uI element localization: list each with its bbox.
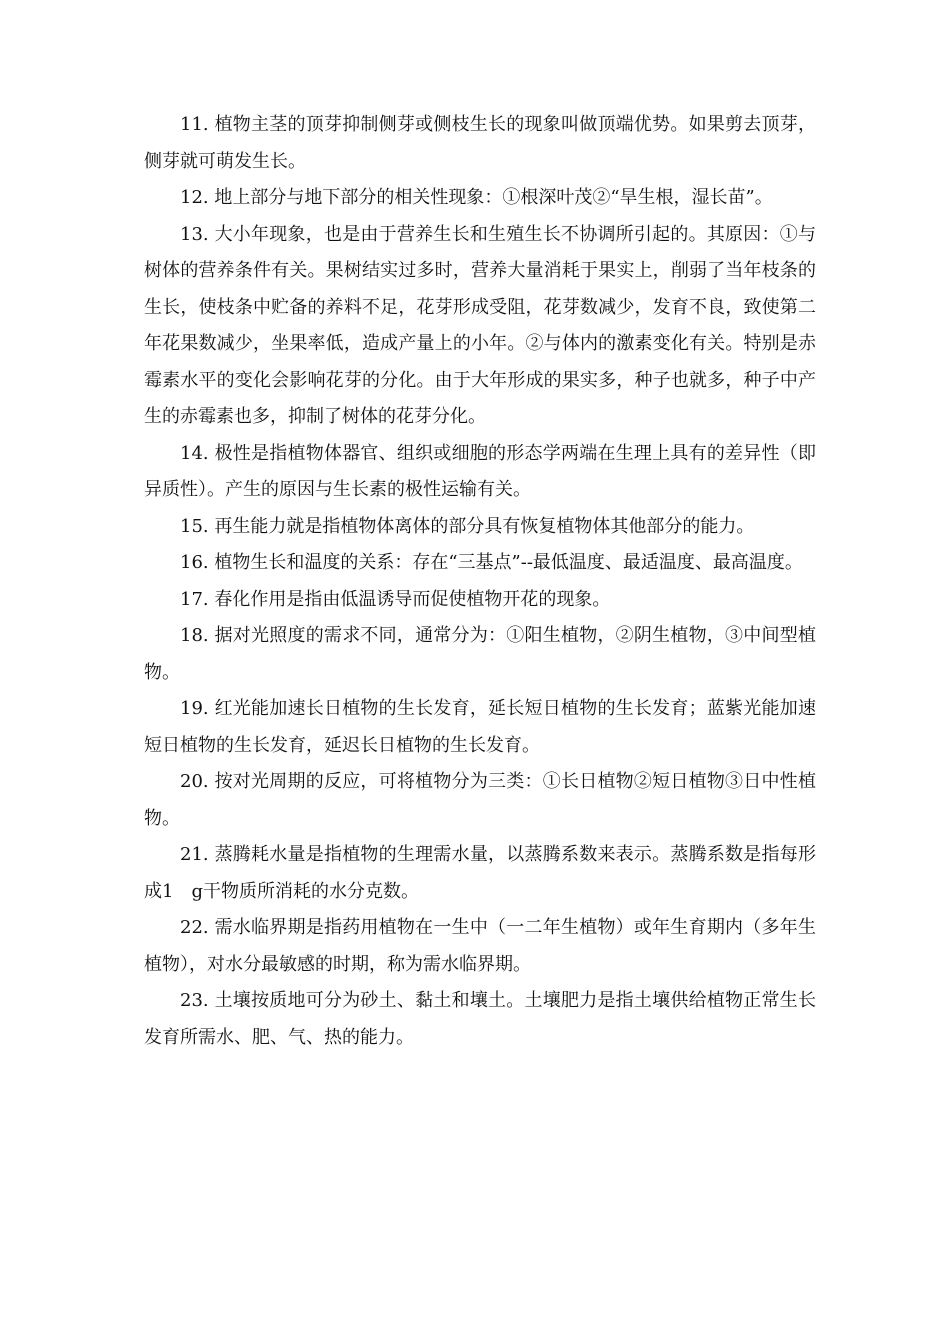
document-body <box>144 107 816 1056</box>
paragraph-19: 19. 红光能加速长日植物的生长发育，延长短日植物的生长发育；蓝紫光能加速短日植物的生长发育，延迟长日植物的生长发育。 <box>144 698 816 756</box>
paragraph-21: 21. 蒸腾耗水量是指植物的生理需水量，以蒸腾系数来表示。蒸腾系数是指每形成1 g干物质所消耗的水分克数。 <box>144 844 816 902</box>
paragraph-18: 18. 据对光照度的需求不同，通常分为：①阳生植物，②阴生植物，③中间型植物。 <box>144 625 816 683</box>
paragraph-14: 14. 极性是指植物体器官、组织或细胞的形态学两端在生理上具有的差异性（即异质性）。产生的原因与生长素的极性运输有关。 <box>144 442 816 500</box>
paragraph-23: 23. 土壤按质地可分为砂土、黏土和壤土。土壤肥力是指土壤供给植物正常生长发育所需水、肥、气、热的能力。 <box>144 990 816 1048</box>
paragraph-20: 20. 按对光周期的反应，可将植物分为三类：①长日植物②短日植物③日中性植物。 <box>144 771 816 829</box>
paragraph-16: 16. 植物生长和温度的关系：存在“三基点”--最低温度、最适温度、最高温度。 <box>180 552 803 573</box>
paragraph-12: 12. 地上部分与地下部分的相关性现象：①根深叶茂②“旱生根，湿长苗”。 <box>180 187 773 208</box>
paragraph-22: 22. 需水临界期是指药用植物在一生中（一二年生植物）或年生育期内（多年生植物），对水分最敏感的时期，称为需水临界期。 <box>144 917 816 975</box>
paragraph-11: 11. 植物主茎的顶芽抑制侧芽或侧枝生长的现象叫做顶端优势。如果剪去顶芽，侧芽就可萌发生长。 <box>144 114 816 172</box>
paragraph-13: 13. 大小年现象，也是由于营养生长和生殖生长不协调所引起的。其原因：①与树体的营养条件有关。果树结实过多时，营养大量消耗于果实上，削弱了当年枝条的生长，使枝条中贮备的养料不足，花芽形成受阻，花芽数减少，发育不良，致使第二年花果数减少，坐果率低，造成产量上的小年。②与体内的激素变化有关。特别是赤霉素水平的变化会影响花芽的分化。由于大年形成的果实多，种子也就多，种子中产生的赤霉素也多，抑制了树体的花芽分化。 <box>144 223 816 427</box>
paragraph-17: 17. 春化作用是指由低温诱导而促使植物开花的现象。 <box>180 588 611 610</box>
paragraph-15: 15. 再生能力就是指植物体离体的部分具有恢复植物体其他部分的能力。 <box>180 515 755 537</box>
